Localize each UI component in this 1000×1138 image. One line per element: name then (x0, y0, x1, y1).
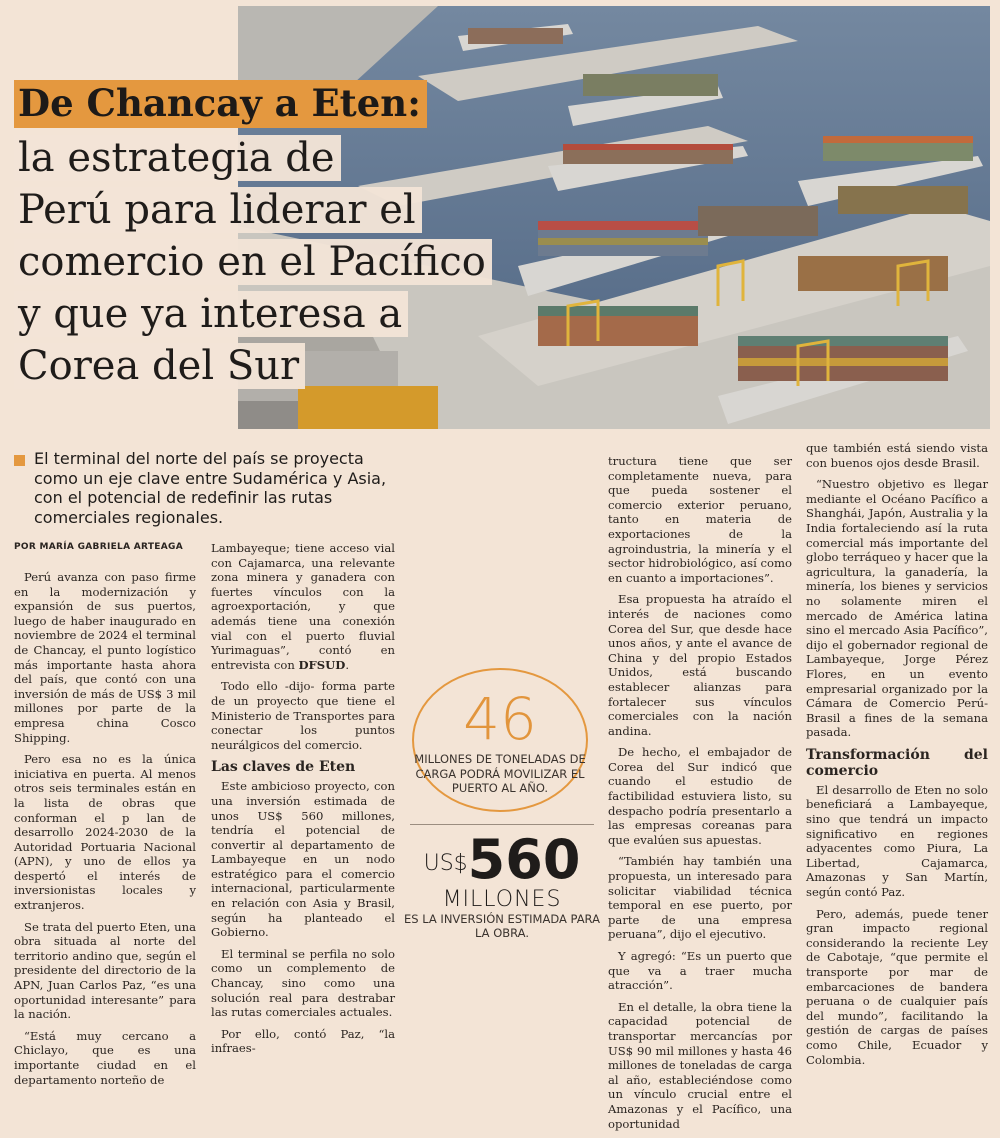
paragraph: “También hay también una propuesta, un interesado para solicitar viabilidad técnica temporal en ese puerto, por parte de una empresa peruana”, dijo el ejecutivo. (608, 854, 792, 942)
stat-investment-number: 560 (467, 828, 581, 891)
lead-paragraph: El terminal del norte del país se proyecta como un eje clave entre Sudamérica y Asia, con el potencial de redefinir las rutas comerciales regionales. (34, 449, 387, 527)
headline-line-2: Perú para liderar el (14, 185, 422, 235)
stat-investment (404, 828, 600, 940)
paragraph: De hecho, el embajador de Corea del Sur indicó que cuando el estudio de factibilidad estuviera listo, su despacho podría presentarlo a las empresas coreanas para que evalúen sus apuestas. (608, 745, 792, 847)
subheading: Transformación del comercio (806, 746, 988, 779)
article-column-3 (608, 454, 792, 1138)
paragraph: Pero, además, puede tener gran impacto regional considerando la reciente Ley de Cabotaje, “que permite el transporte por mar de embarcaciones de bandera peruana o de cualquier país del mundo”, facilitando la gestión de cargas de países como Chile, Ecuador y Colombia. (806, 906, 988, 1067)
paragraph: El desarrollo de Eten no solo beneficiará a Lambayeque, sino que tendrá un impacto significativo en regiones adyacentes como Piura, La Libertad, Cajamarca, Amazonas y San Martín, según contó Paz. (806, 782, 988, 900)
lead-bullet-icon (14, 455, 25, 466)
paragraph: El terminal se perfila no solo como un complemento de Chancay, sino como una solución real para destrabar las rutas comerciales actuales. (211, 946, 395, 1020)
paragraph: “Nuestro objetivo es llegar mediante el Océano Pacífico a Shanghái, Japón, Australia y la India fortaleciendo así la ruta comercial más importante del globo terráqueo y hacer que la agricultura, la ganadería, la minería, los bienes y servicios no solamente miren el mercado de América latina sino el mercado Asia Pacífico”, dijo el gobernador regional de Lambayeque, Jorge Pérez Flores, en un evento empresarial organizado por la Cámara de Comercio Perú-Brasil a fines de la semana pasada. (806, 477, 988, 740)
headline-line-1: la estrategia de (14, 133, 341, 183)
article-column-2 (211, 541, 395, 1063)
stat-tonnage-number: 46 (463, 685, 537, 753)
stat-tonnage (410, 685, 590, 796)
headline-line-4: y que ya interesa a (14, 289, 408, 339)
paragraph: En el detalle, la obra tiene la capacidad potencial de transportar mercancías por US$ 90 mil millones y hasta 46 millones de toneladas de carga al año, estableciéndose como un vínculo crucial entre el Amazonas y el Pacífico, una oportunidad (608, 999, 792, 1131)
paragraph: Lambayeque; tiene acceso vial con Cajamarca, una relevante zona minera y ganadera con fuertes vínculos con la agroexportación, y que además tiene una conexión vial con el puerto fluvial Yurimaguas”, contó en entrevista con DFSUD. (211, 541, 395, 672)
stat-tonnage-description: MILLONES DE TONELADAS DE CARGA PODRÁ MOVILIZAR EL PUERTO AL AÑO. (414, 752, 586, 795)
paragraph: Esa propuesta ha atraído el interés de naciones como Corea del Sur, que desde hace unos años, y ante el avance de China y del propio Estados Unidos, está buscando establecer alianzas para fortalecer sus vínculos comerciales con la nación andina. (608, 592, 792, 738)
paragraph: Pero esa no es la única iniciativa en puerta. Al menos otros seis terminales están en la lista de obras que conforman el p lan de desarrollo 2024-2030 de la Autoridad Portuaria Nacional (APN), y uno de ellos ya despertó el interés de inversionistas locales y extranjeros. (14, 752, 196, 913)
byline: POR MARÍA GABRIELA ARTEAGA (14, 542, 183, 552)
paragraph: Por ello, contó Paz, “la infraes- (211, 1026, 395, 1056)
stat-investment-unit: MILLONES (442, 887, 562, 912)
paragraph: que también está siendo vista con buenos ojos desde Brasil. (806, 441, 988, 470)
subheading: Las claves de Eten (211, 759, 356, 776)
paragraph: Todo ello -dijo- forma parte de un proyecto que tiene el Ministerio de Transportes para conectar los puntos neurálgicos del comercio. (211, 679, 395, 752)
paragraph: tructura tiene que ser completamente nueva, para que pueda sostener el comercio exterior peruano, tanto en materia de exportaciones de la agroindustria, la minería y el sector hidrobiológico, así como en cuanto a importaciones”. (608, 454, 792, 585)
stat-divider (410, 824, 594, 825)
stat-investment-description: ES LA INVERSIÓN ESTIMADA PARA LA OBRA. (404, 912, 600, 940)
headline-highlight: De Chancay a Eten: (14, 80, 427, 128)
article-column-1 (14, 570, 196, 1094)
brand-name: DFSUD (298, 657, 346, 672)
stat-investment-currency: US$ (423, 851, 468, 876)
article-column-4 (806, 441, 988, 1074)
paragraph: Perú avanza con paso firme en la modernización y expansión de sus puertos, luego de haber inaugurado en noviembre de 2024 el terminal de Chancay, el punto logístico más importante hasta ahora del país, que contó con una inversión de más de US$ 3 mil millones por parte de la empresa china Cosco Shipping. (14, 570, 196, 745)
paragraph: “Está muy cercano a Chiclayo, que es una importante ciudad en el departamento norteño de (14, 1028, 196, 1087)
paragraph: Se trata del puerto Eten, una obra situada al norte del territorio andino que, según el presidente del directorio de la APN, Juan Carlos Paz, “es una oportunidad interesante” para la nación. (14, 919, 196, 1022)
headline-line-3: comercio en el Pacífico (14, 237, 492, 287)
paragraph: Y agregó: “Es un puerto que que va a traer mucha atracción”. (608, 949, 792, 993)
headline-line-5: Corea del Sur (14, 341, 305, 391)
paragraph: Este ambicioso proyecto, con una inversión estimada de unos US$ 560 millones, tendría el potencial de convertir al departamento de Lambayeque en un nodo estratégico para el comercio internacional, particularmente en relación con Asia y Brasil, según ha planteado el Gobierno. (211, 779, 395, 940)
